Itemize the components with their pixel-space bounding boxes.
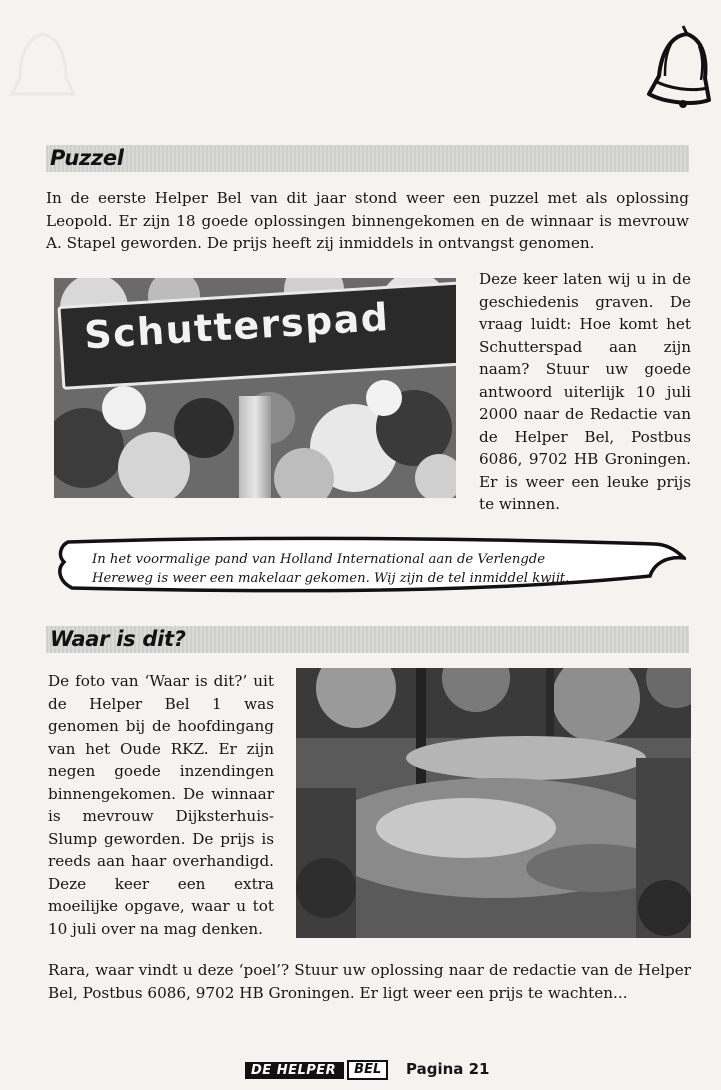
pond-photo	[296, 668, 691, 938]
waar-is-dit-question: Rara, waar vindt u deze ‘poel’? Stuur uw oplossing naar de redactie van de Helper Bel, Postbus 6086, 9702 HB Groningen. Er ligt weer een prijs te wachten...	[48, 961, 691, 1002]
section-title: Puzzel	[50, 146, 124, 170]
bell-ghost-icon	[8, 28, 78, 114]
announcement-text: In het voormalige pand van Holland International aan de Verlengde Hereweg is weer een makelaar gekomen. Wij zijn de tel inmiddel kwijt.	[92, 552, 570, 586]
helper-bel-logo	[245, 1060, 388, 1080]
puzzel-intro: In de eerste Helper Bel van dit jaar stond weer een puzzel met als oplossing Leopold. Er zijn 18 goede oplossingen binnengekomen en de winnaar is mevrouw A. Stapel geworden. De prijs heeft zij inmiddels in ontvangst genomen.	[46, 189, 689, 252]
waar-is-dit-text: De foto van ‘Waar is dit?’ uit de Helper Bel 1 was genomen bij de hoofdingang van het Oude RKZ. Er zijn negen goede inzendingen binnengekomen. De winnaar is mevrouw Dijksterhuis-Slump geworden. De prijs is reeds aan haar overhandigd. Deze keer een extra moeilijke opgave, waar u tot 10 juli over na mag denken.	[48, 672, 274, 938]
section-header-waar-is-dit	[46, 626, 689, 653]
logo-text-de-helper: DE HELPER	[245, 1062, 344, 1079]
section-header-puzzel	[46, 145, 689, 172]
sign-post	[239, 396, 271, 498]
street-sign-text: Schutterspad	[82, 294, 391, 358]
puzzel-question: Deze keer laten wij u in de geschiedenis graven. De vraag luidt: Hoe komt het Schutterspad aan zijn naam? Stuur uw goede antwoord uiterlijk 10 juli 2000 naar de Redactie van de Helper Bel, Postbus 6086, 9702 HB Groningen. Er is weer een leuke prijs te winnen.	[479, 270, 691, 513]
schutterspad-photo	[54, 278, 456, 498]
page-number: Pagina 21	[406, 1060, 490, 1078]
bell-icon	[643, 22, 715, 110]
section-title: Waar is dit?	[50, 627, 186, 651]
pond-texture	[296, 668, 691, 938]
logo-text-bel: BEL	[347, 1060, 388, 1080]
